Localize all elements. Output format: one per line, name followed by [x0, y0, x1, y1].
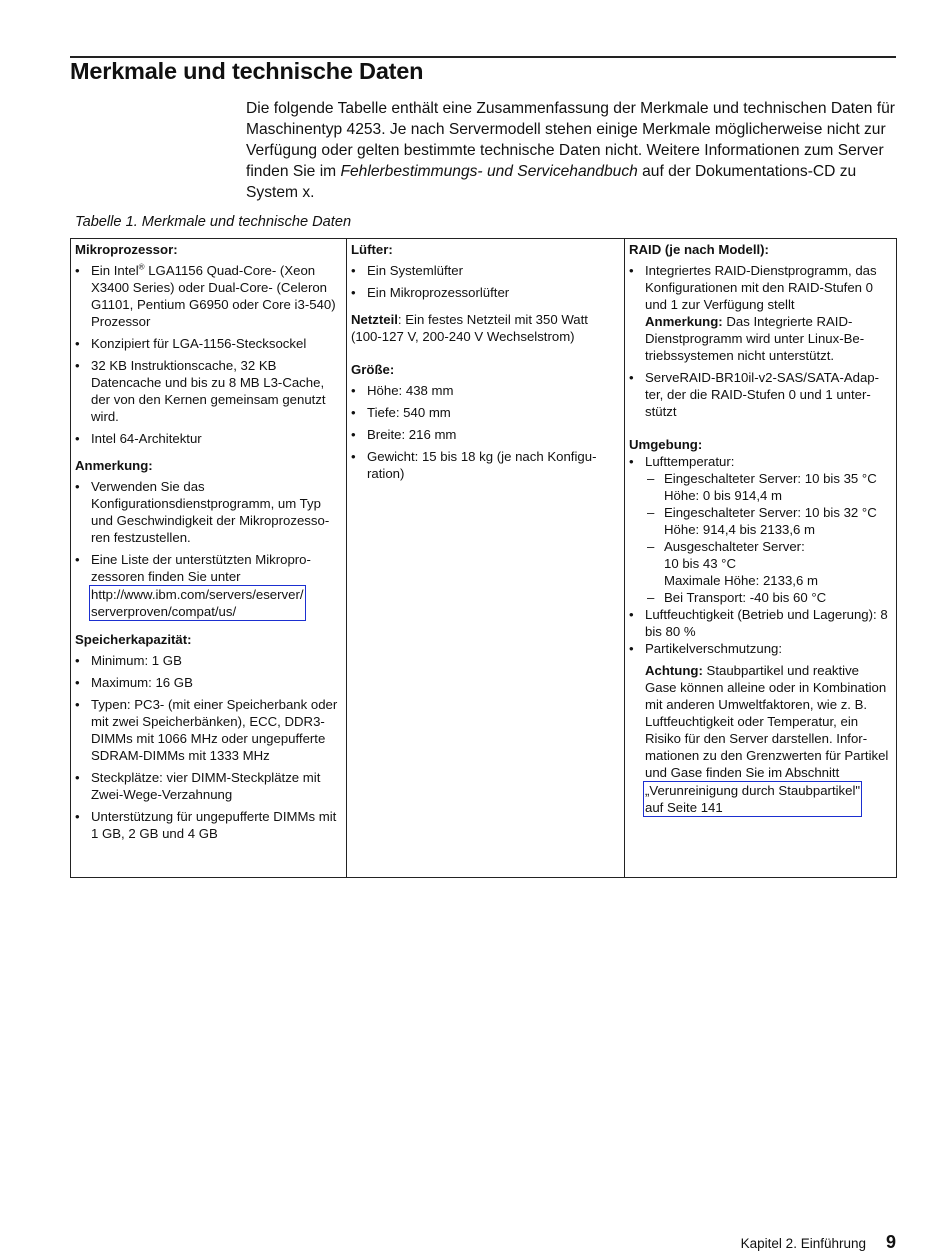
list-item — [645, 504, 892, 538]
intro-text-1: Die folgende Tabelle enthält eine Zusammenfassung der Merkmale und technischen Daten für Maschinentyp 4253. Je nach Servermodell stehen einige Merkmale möglicherweise nicht zur Verfügung oder gelten bestimmte technische Daten nicht. Weitere Informationen zum Server finden Sie im — [246, 100, 895, 180]
link-line[interactable]: auf Seite 141 — [645, 800, 723, 815]
environment-heading: Umgebung: — [629, 437, 703, 452]
note-list — [75, 478, 342, 621]
environment-list — [629, 453, 892, 817]
spec-column-2 — [347, 239, 625, 878]
spec-column-3 — [625, 239, 897, 878]
raid-item-text: Integriertes RAID-Dienstprogramm, das Konfigurationen mit den RAID-Stufen 0 und 1 zur Verfügung stellt — [645, 263, 877, 312]
intro-text-2: auf der Dokumentations-CD zu System x. — [246, 163, 857, 201]
list-item — [629, 453, 892, 606]
serverproven-link[interactable] — [89, 585, 306, 621]
footer-chapter: Kapitel 2. Einführung — [740, 1236, 866, 1251]
list-item — [629, 640, 892, 817]
fan-list — [351, 262, 620, 301]
list-item — [645, 538, 892, 589]
list-item: • Maximum: 16 GB — [75, 674, 342, 691]
list-item — [629, 262, 892, 364]
cpu-list — [75, 262, 342, 447]
page-title: Merkmale und technische Daten — [70, 58, 424, 84]
table-caption: Tabelle 1. Merkmale und technische Daten — [75, 214, 352, 230]
temp-line: 10 bis 43 °C — [664, 556, 736, 571]
note-item-text: Eine Liste der unterstützten Mikroprozessoren finden Sie unter — [91, 552, 311, 584]
list-item: • 32 KB Instruktionscache, 32 KB Datencache und bis zu 8 MB L3-Cache, der von den Kernen gemeinsam genutzt wird. — [75, 357, 342, 425]
memory-list — [75, 652, 342, 842]
list-item: – Bei Transport: -40 bis 60 °C — [645, 589, 892, 606]
power-supply-value: : Ein festes Netzteil mit 350 Watt (100-127 V, 200-240 V Wechselstrom) — [351, 312, 588, 344]
particles-label: Partikelverschmutzung: — [645, 641, 783, 656]
spec-column-1 — [71, 239, 347, 878]
page-number: 9 — [885, 1232, 896, 1252]
intro-paragraph — [246, 98, 896, 203]
list-item: • Breite: 216 mm — [351, 426, 620, 443]
size-list — [351, 382, 620, 482]
link-line[interactable]: serverproven/compat/us/ — [91, 604, 237, 619]
temp-line: Eingeschalteter Server: 10 bis 32 °C — [664, 505, 877, 520]
raid-heading: RAID (je nach Modell): — [629, 242, 769, 257]
temperature-label: Lufttemperatur: — [645, 454, 735, 469]
cpu-heading: Mikroprozessor: — [75, 242, 178, 257]
list-item — [75, 551, 342, 621]
list-item: • Intel 64-Architektur — [75, 430, 342, 447]
power-supply-label: Netzteil — [351, 312, 398, 327]
intro-book-title: Fehlerbestimmungs- und Servicehandbuch — [340, 163, 638, 180]
raid-list — [629, 262, 892, 420]
list-item: • Tiefe: 540 mm — [351, 404, 620, 421]
raid-note-text: Das Integrierte RAID-Dienstprogramm wird unter Linux-Betriebssystemen nicht unterstützt. — [645, 314, 865, 363]
list-item — [75, 262, 342, 330]
list-item: • Unterstützung für ungepufferte DIMMs mit 1 GB, 2 GB und 4 GB — [75, 808, 342, 842]
list-item: • Typen: PC3- (mit einer Speicherbank oder mit zwei Speicherbänken), ECC, DDR3-DIMMs mit 1066 MHz oder ungepufferte SDRAM-DIMMs mit 1333 MHz — [75, 696, 342, 764]
contamination-reference-link[interactable] — [643, 781, 862, 817]
list-item: • Steckplätze: vier DIMM-Steckplätze mit Zwei-Wege-Verzahnung — [75, 769, 342, 803]
list-item: • Konzipiert für LGA-1156-Stecksockel — [75, 335, 342, 352]
link-line[interactable]: http://www.ibm.com/servers/eserver/ — [91, 587, 304, 602]
registered-mark: ® — [138, 262, 145, 272]
list-item: • Luftfeuchtigkeit (Betrieb und Lagerung): 8 bis 80 % — [629, 606, 892, 640]
temp-line: Maximale Höhe: 2133,6 m — [664, 573, 818, 588]
size-heading: Größe: — [351, 362, 395, 377]
list-item: • Höhe: 438 mm — [351, 382, 620, 399]
list-item: • Minimum: 1 GB — [75, 652, 342, 669]
temp-line: Ausgeschalteter Server: — [664, 539, 805, 554]
cpu-item-text: LGA1156 Quad-Core- (Xeon X3400 Series) oder Dual-Core- (Celeron G1101, Pentium G6950 oder Core i3-540) Prozessor — [91, 263, 336, 329]
attention-text: Staubpartikel und reaktive Gase können alleine oder in Kombination mit anderen Umweltfaktoren, wie z. B. Luftfeuchtigkeit oder Temperatur, ein Risiko für den Server darstellen. Informationen zu den Grenzwerten für Partikel und Gase finden Sie im Abschnitt — [645, 663, 889, 780]
temp-line: Höhe: 0 bis 914,4 m — [664, 488, 783, 503]
power-supply-text — [351, 311, 620, 345]
attention-label: Achtung: — [645, 663, 703, 678]
fan-heading: Lüfter: — [351, 242, 393, 257]
temp-line: Höhe: 914,4 bis 2133,6 m — [664, 522, 816, 537]
list-item: • Gewicht: 15 bis 18 kg (je nach Konfiguration) — [351, 448, 620, 482]
memory-heading: Speicherkapazität: — [75, 632, 192, 647]
temp-line: Eingeschalteter Server: 10 bis 35 °C — [664, 471, 877, 486]
list-item: • ServeRAID-BR10il-v2-SAS/SATA-Adapter, der die RAID-Stufen 0 und 1 unterstützt — [629, 369, 892, 420]
link-line[interactable]: „Verunreinigung durch Staubpartikel" — [645, 783, 861, 798]
list-item: • Ein Systemlüfter — [351, 262, 620, 279]
spec-table — [70, 238, 897, 878]
raid-note-label: Anmerkung: — [645, 314, 723, 329]
cpu-item-text: Ein Intel — [91, 263, 139, 278]
list-item: • Verwenden Sie das Konfigurationsdienstprogramm, um Typ und Geschwindigkeit der Mikroprozessoren festzustellen. — [75, 478, 342, 546]
list-item: • Ein Mikroprozessorlüfter — [351, 284, 620, 301]
list-item — [645, 470, 892, 504]
note-heading: Anmerkung: — [75, 458, 153, 473]
attention-note — [645, 662, 892, 817]
temperature-list — [645, 470, 892, 606]
